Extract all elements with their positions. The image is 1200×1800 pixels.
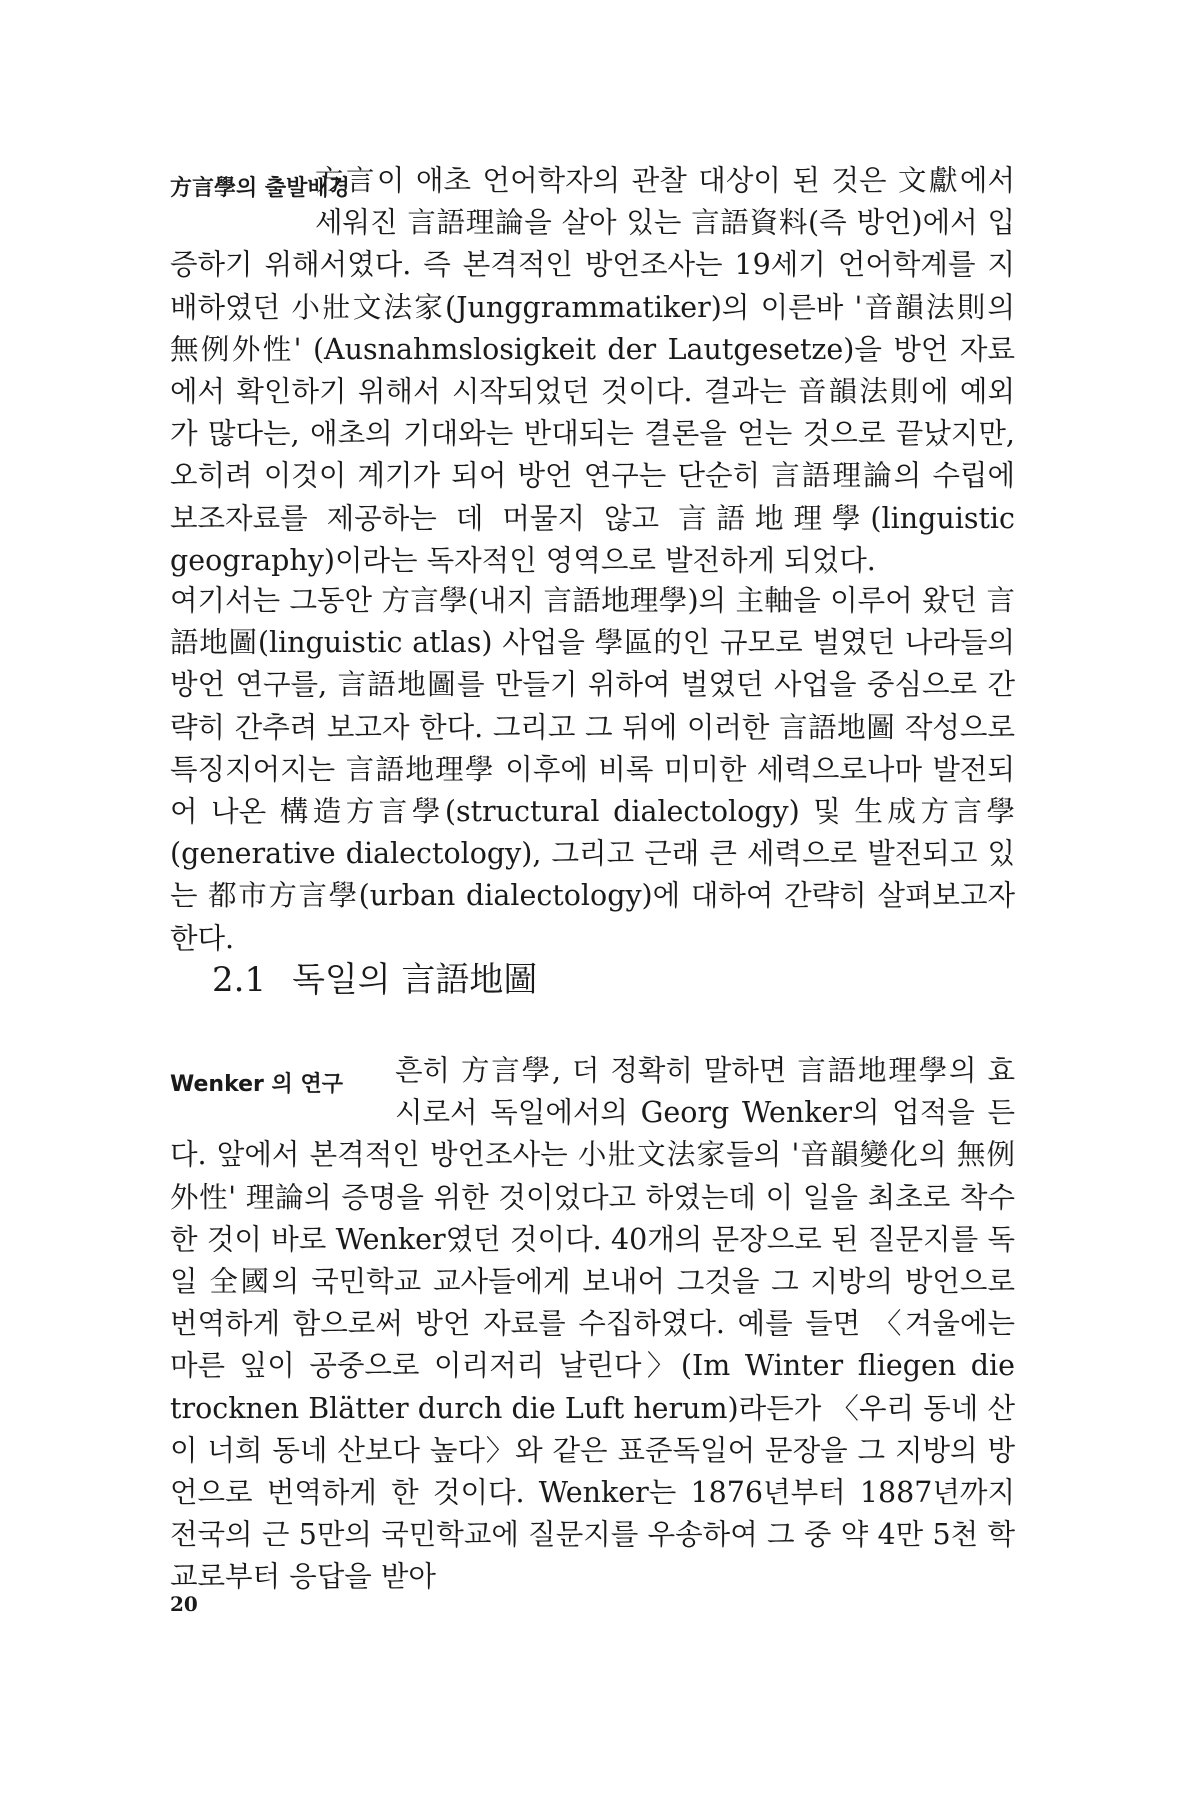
section-number: 2.1 xyxy=(212,960,267,1000)
margin-note-spacer xyxy=(170,1050,395,1130)
margin-note-origin-text: 方言學의 출발배경 xyxy=(170,176,350,201)
margin-note-spacer xyxy=(170,160,315,240)
paragraph-origin xyxy=(170,160,1015,582)
paragraph-origin-text: 方言이 애초 언어학자의 관찰 대상이 된 것은 文獻에서 세워진 言語理論을 살아 있는 言語資料(즉 방언)에서 입증하기 위해서였다. 즉 본격적인 방언조사는 19세기 언어학계를 지배하였던 小壯文法家(Junggrammatiker)의 이른바 '音韻法則의 無例外性' (Ausnahmslosigkeit der Lautgesetze)을 방언 자료에서 확인하기 위해서 시작되었던 것이다. 결과는 音韻法則에 예외가 많다는, 애초의 기대와는 반대되는 결론을 얻는 것으로 끝났지만, 오히려 이것이 계기가 되어 방언 연구는 단순히 言語理論의 수립에 보조자료를 제공하는 데 머물지 않고 言語地理學(linguistic geography)이라는 독자적인 영역으로 발전하게 되었다. xyxy=(170,164,1015,577)
paragraph-overview xyxy=(170,580,1015,960)
section-heading xyxy=(212,952,537,1001)
paragraph-wenker-text: 흔히 方言學, 더 정확히 말하면 言語地理學의 효시로서 독일에서의 Georg Wenker의 업적을 든다. 앞에서 본격적인 방언조사는 小壯文法家들의 '音韻變化의 無例外性' 理論의 증명을 위한 것이었다고 하였는데 이 일을 최초로 착수한 것이 바로 Wenker였던 것이다. 40개의 문장으로 된 질문지를 독일 全國의 국민학교 교사들에게 보내어 그것을 그 지방의 방언으로 번역하게 함으로써 방언 자료를 수집하였다. 예를 들면 〈겨울에는 마른 잎이 공중으로 이리저리 날린다〉(Im Winter fliegen die trocknen Blätter durch die Luft herum)라든가 〈우리 동네 산이 너희 동네 산보다 높다〉와 같은 표준독일어 문장을 그 지방의 방언으로 번역하게 한 것이다. Wenker는 1876년부터 1887년까지 전국의 근 5만의 국민학교에 질문지를 우송하여 그 중 약 4만 5천 학교로부터 응답을 받아 xyxy=(170,1054,1015,1594)
paragraph-overview-text: 여기서는 그동안 方言學(내지 言語地理學)의 主軸을 이루어 왔던 言語地圖(linguistic atlas) 사업을 學區的인 규모로 벌였던 나라들의 방언 연구를, 言語地圖를 만들기 위하여 벌였던 사업을 중심으로 간략히 간추려 보고자 한다. 그리고 그 뒤에 이러한 言語地圖 작성으로 특징지어지는 言語地理學 이후에 비록 미미한 세력으로나마 발전되어 나온 構造方言學(structural dialectology) 및 生成方言學(generative dialectology), 그리고 근래 큰 세력으로 발전되고 있는 都市方言學(urban dialectology)에 대하여 간략히 살펴보고자 한다. xyxy=(170,584,1015,955)
paragraph-wenker xyxy=(170,1050,1015,1599)
margin-note-wenker-text: Wenker 의 연구 xyxy=(170,1072,343,1097)
page-number: 20 xyxy=(170,1592,198,1616)
section-title: 독일의 言語地圖 xyxy=(292,960,538,1000)
